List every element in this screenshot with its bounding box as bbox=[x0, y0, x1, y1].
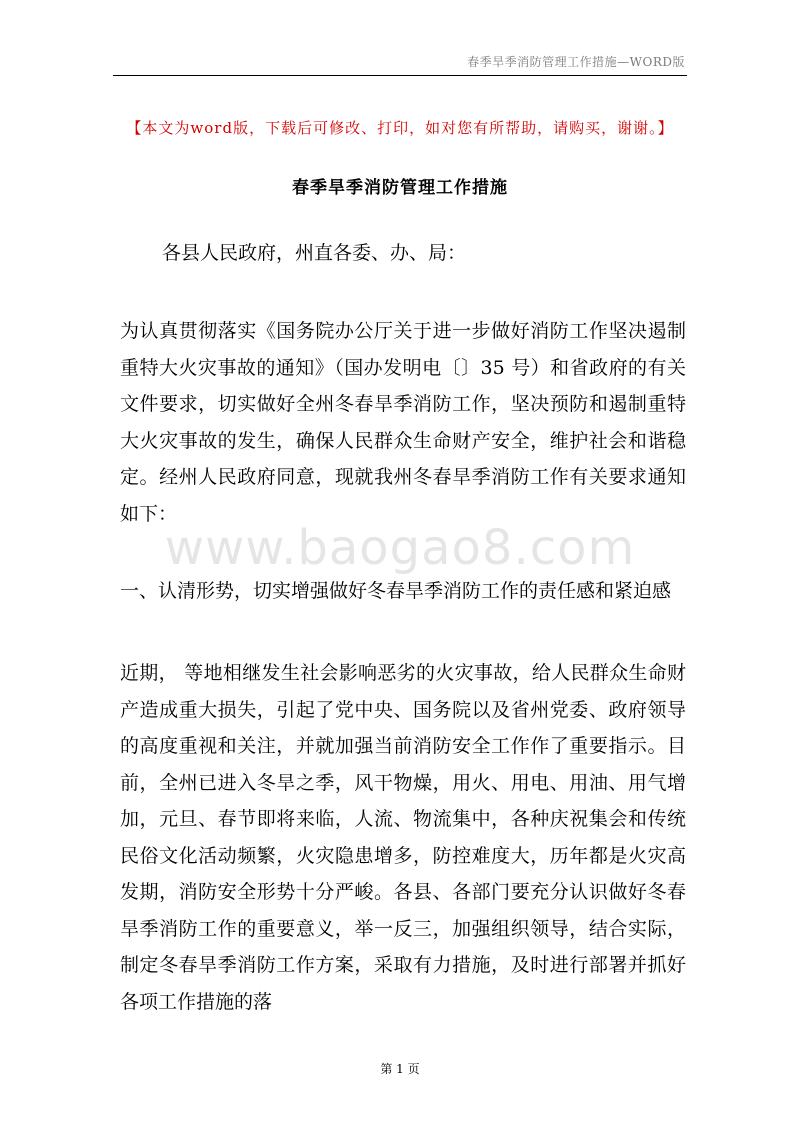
running-header: 春季旱季消防管理工作措施—WORD版 bbox=[467, 55, 685, 69]
page-number: 第 1 页 bbox=[380, 1062, 420, 1076]
document-title: 春季旱季消防管理工作措施 bbox=[292, 178, 508, 198]
watermark: www.baogao8.com bbox=[164, 520, 636, 576]
body-paragraph-1: 为认真贯彻落实《国务院办公厅关于进一步做好消防工作坚决遏制重特大火灾事故的通知》（国办发明电〔〕35 号）和省政府的有关文件要求，切实做好全州冬春旱季消防工作，坚决预防和遏制重特大火灾事故的发生，确保人民群众生命财产安全，维护社会和谐稳定。经州人民政府同意，现就我州冬春旱季消防工作有关要求通知如下： bbox=[120, 320, 686, 525]
header-divider bbox=[113, 75, 687, 76]
salutation: 各县人民政府，州直各委、办、局： bbox=[162, 242, 467, 264]
body-paragraph-2: 近期， 等地相继发生社会影响恶劣的火灾事故，给人民群众生命财产造成重大损失，引起了党中央、国务院以及省州党委、政府领导的高度重视和关注，并就加强当前消防安全工作作了重要指示。目前，全州已进入冬旱之季，风干物燥，用火、用电、用油、用气增加，元旦、春节即将来临，人流、物流集中，各种庆祝集会和传统民俗文化活动频繁，火灾隐患增多，防控难度大，历年都是火灾高发期，消防安全形势十分严峻。各县、各部门要充分认识做好冬春旱季消防工作的重要意义，举一反三，加强组织领导，结合实际，制定冬春旱季消防工作方案，采取有力措施，及时进行部署并抓好各项工作措施的落 bbox=[120, 662, 686, 1013]
purchase-notice: 【本文为word版，下载后可修改、打印，如对您有所帮助，请购买，谢谢。】 bbox=[126, 119, 674, 137]
section-heading-1: 一、认清形势，切实增强做好冬春旱季消防工作的责任感和紧迫感 bbox=[120, 580, 672, 602]
